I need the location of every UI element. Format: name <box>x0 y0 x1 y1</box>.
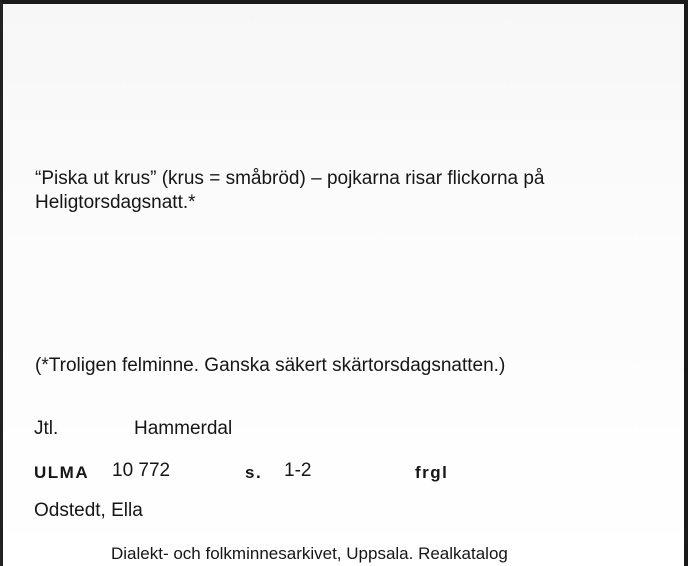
record-main-text: “Piska ut krus” (krus = småbröd) – pojkarna risar flickorna på Heligtorsdagsnatt.* <box>35 168 545 213</box>
page-range: 1-2 <box>284 460 312 481</box>
category-code: frgl <box>415 463 449 482</box>
informant-name: Odstedt, Ella <box>34 500 143 521</box>
page-label: s. <box>245 463 263 482</box>
archive-number: 10 772 <box>112 460 171 481</box>
archive-label: ULMA <box>34 463 90 482</box>
region-abbreviation: Jtl. <box>34 418 59 439</box>
place-name: Hammerdal <box>134 418 233 439</box>
record-footnote: (*Troligen felminne. Ganska säkert skärtorsdagsnatten.) <box>35 355 506 376</box>
archive-footer: Dialekt- och folkminnesarkivet, Uppsala. Realkatalog <box>111 544 508 563</box>
